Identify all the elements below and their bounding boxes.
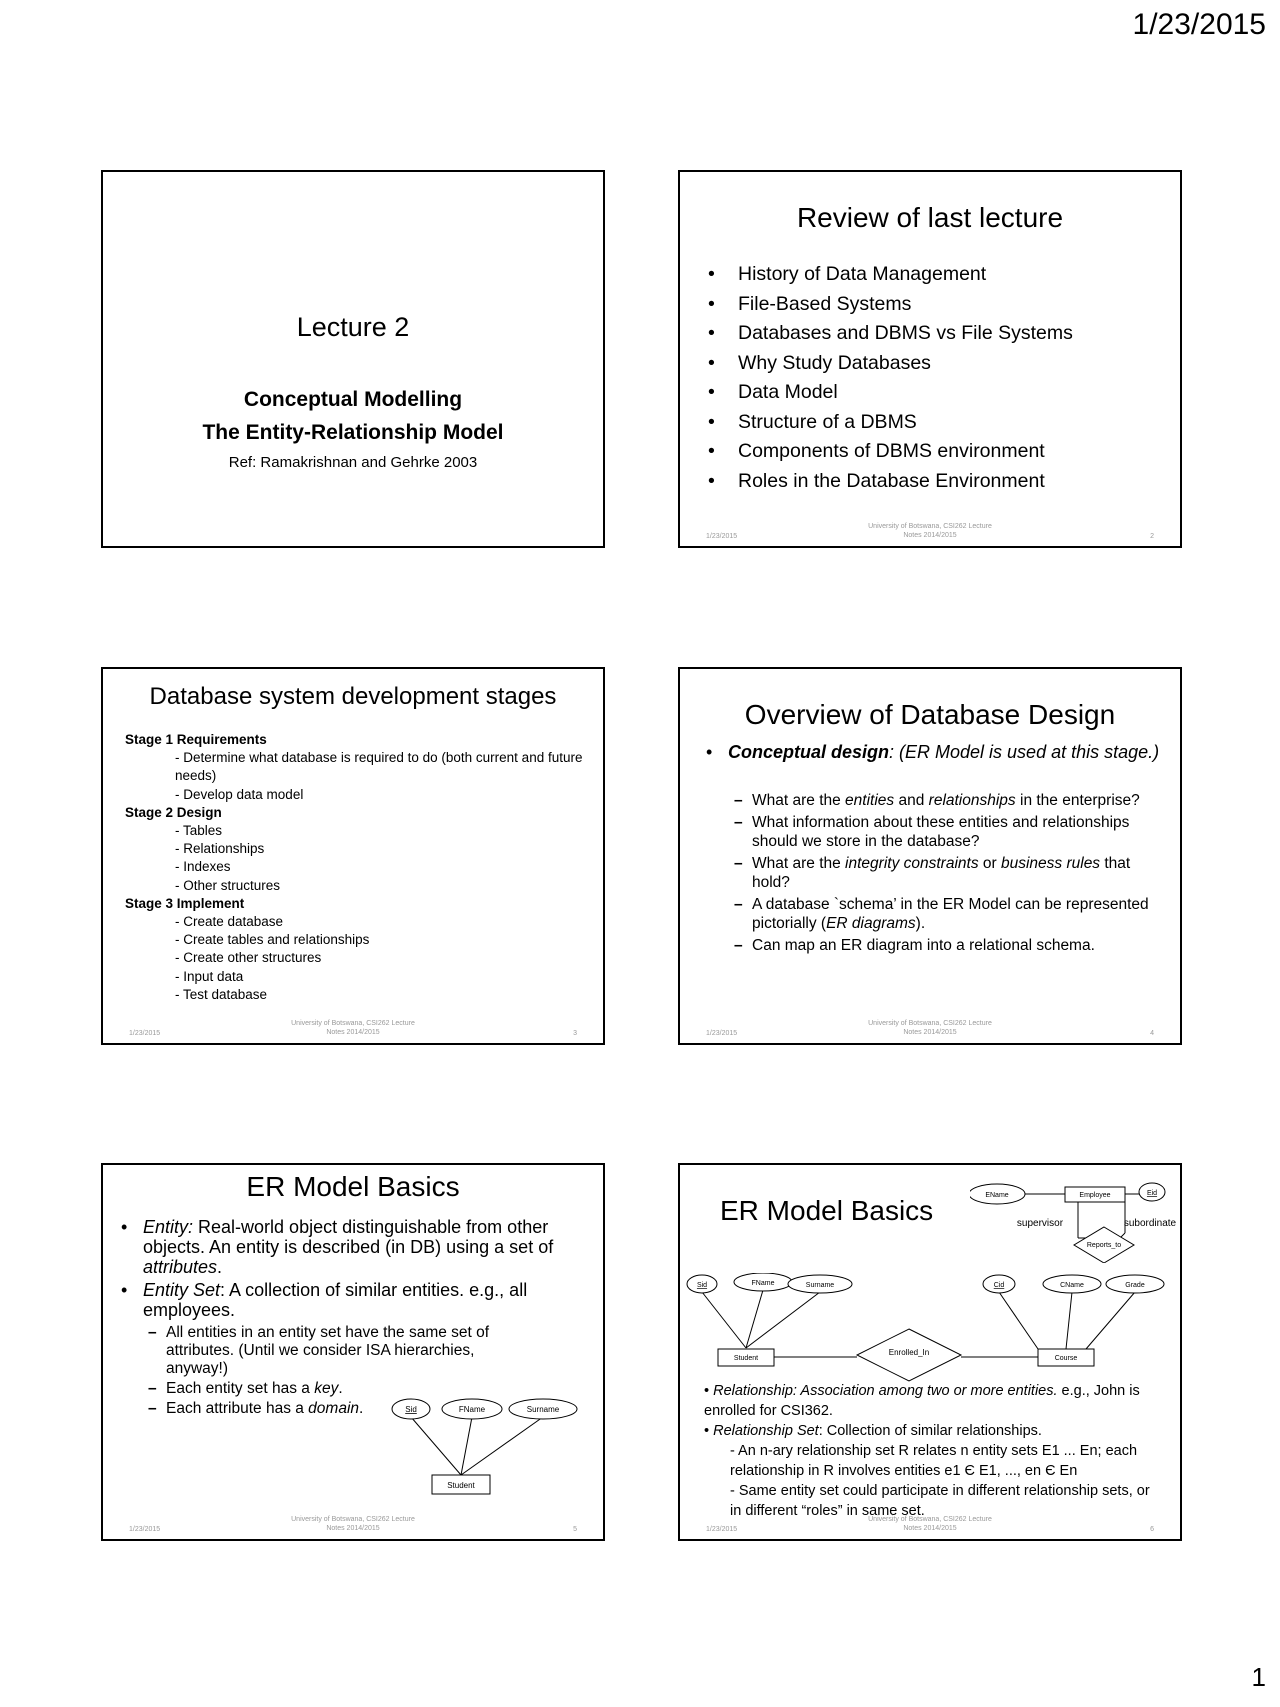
- list-item: - Determine what database is required to do (both current and future needs): [175, 750, 583, 784]
- bullet-list: [708, 260, 1073, 496]
- slide-number: 2: [1150, 533, 1154, 540]
- bullet: [702, 741, 1160, 763]
- slide-title: Lecture 2: [296, 312, 410, 342]
- connector-line: [1086, 1292, 1135, 1349]
- slide-body: [704, 1381, 1160, 1521]
- list-item: - Input data: [175, 968, 244, 984]
- list-item: – What are the entities and relationships in the enterprise?: [734, 791, 1160, 810]
- slide-title: ER Model Basics: [246, 1171, 460, 1202]
- role-label: subordinate: [1123, 1218, 1177, 1229]
- connector-line: [746, 1292, 820, 1348]
- slide-body: [125, 731, 583, 1004]
- list-item: • Components of DBMS environment: [708, 437, 1073, 467]
- attribute-label: Sid: [405, 1405, 417, 1414]
- slide-subtitle: The Entity-Relationship Model: [202, 421, 504, 444]
- footer-text: University of Botswana, CSI262 Lecture: [868, 1020, 992, 1027]
- relationship-label: Reports_to: [1086, 1242, 1122, 1249]
- er-diagram-reports-to: [970, 1173, 1180, 1263]
- bullet: • Entity Set: A collection of similar entities. e.g., all employees.: [121, 1280, 613, 1320]
- connector-line: [999, 1292, 1038, 1349]
- slide-title: ER Model Basics: [720, 1195, 934, 1226]
- connector-line: [702, 1292, 746, 1348]
- footer-text: University of Botswana, CSI262 Lecture: [291, 1516, 415, 1523]
- footer-text: Notes 2014/2015: [903, 1525, 957, 1532]
- slide-5: [101, 1163, 605, 1541]
- footer-date: 1/23/2015: [129, 1526, 161, 1533]
- paragraph: - An n-ary relationship set R relates n entity sets E1 ... En; each relationship in R involves entities e1 Є E1, ..., en Є En: [730, 1443, 1138, 1479]
- entity-label: Student: [733, 1355, 759, 1362]
- footer-text: Notes 2014/2015: [326, 1029, 380, 1036]
- slide-number: 4: [1150, 1030, 1154, 1037]
- list-item: • File-Based Systems: [708, 290, 1073, 320]
- connector-line: [461, 1417, 543, 1475]
- bullet: • Entity: Real-world object distinguishable from other objects. An entity is described (in DB) using a set of attributes.: [121, 1217, 613, 1277]
- list-item: - Indexes: [175, 859, 231, 875]
- footer-date: 1/23/2015: [706, 533, 738, 540]
- connector-line: [461, 1417, 472, 1475]
- paragraph: - Same entity set could participate in different relationship sets, or in different “roles” in same set.: [730, 1483, 1150, 1519]
- connector-line: [1066, 1292, 1072, 1349]
- footer-text: Notes 2014/2015: [903, 1029, 957, 1036]
- footer-date: 1/23/2015: [706, 1526, 738, 1533]
- footer-date: 1/23/2015: [129, 1030, 161, 1037]
- footer-text: Notes 2014/2015: [903, 532, 957, 539]
- footer-text: Notes 2014/2015: [326, 1525, 380, 1532]
- list-item: • Roles in the Database Environment: [708, 467, 1073, 497]
- attribute-label: Surname: [805, 1282, 835, 1289]
- slide-subtitle: Conceptual Modelling: [243, 388, 463, 411]
- stage-heading: Stage 3 Implement: [125, 895, 245, 911]
- slide-reference: Ref: Ramakrishnan and Gehrke 2003: [228, 454, 478, 471]
- list-item: - Other structures: [175, 877, 281, 893]
- slide-6: [678, 1163, 1182, 1541]
- page-header-date: 1/23/2015: [1132, 8, 1266, 41]
- list-item: - Test database: [175, 986, 268, 1002]
- list-item: • History of Data Management: [708, 260, 1073, 290]
- footer-text: University of Botswana, CSI262 Lecture: [868, 523, 992, 530]
- entity-label: Student: [447, 1481, 475, 1490]
- slide-title: Review of last lecture: [796, 202, 1064, 233]
- slide-3: [101, 667, 605, 1045]
- attribute-label: EName: [985, 1192, 1009, 1199]
- list-item: - Relationships: [175, 841, 265, 857]
- attribute-label: Grade: [1125, 1282, 1145, 1289]
- slide-2: [678, 170, 1182, 548]
- er-diagram: [373, 1397, 593, 1497]
- slide-title: Database system development stages: [149, 683, 557, 710]
- slide-1: [101, 170, 605, 548]
- sub-bullet-list: [734, 791, 1160, 958]
- attribute-label: FName: [751, 1280, 775, 1287]
- list-item: • Databases and DBMS vs File Systems: [708, 319, 1073, 349]
- list-item: • Data Model: [708, 378, 1073, 408]
- list-item: - Create database: [175, 914, 284, 930]
- attribute-label: Cid: [993, 1282, 1005, 1289]
- list-item: – A database `schema’ in the ER Model can be represented pictorially (ER diagrams).: [734, 895, 1160, 933]
- role-label: supervisor: [1016, 1218, 1064, 1229]
- attribute-label: Sid: [696, 1282, 708, 1289]
- footer-date: 1/23/2015: [706, 1030, 738, 1037]
- list-item: – What information about these entities and relationships should we store in the database?: [734, 813, 1160, 851]
- attribute-label: Eid: [1146, 1190, 1158, 1197]
- list-item: - Create other structures: [175, 950, 322, 966]
- stage-heading: Stage 1 Requirements: [125, 732, 267, 747]
- er-diagram-enrolled-in: [686, 1273, 1176, 1383]
- list-item: – What are the integrity constraints or business rules that hold?: [734, 854, 1160, 892]
- attribute-label: FName: [458, 1405, 486, 1414]
- list-item: – All entities in an entity set have the same set of attributes. (Until we consider ISA hierarchies, anyway!): [148, 1324, 508, 1378]
- entity-label: Course: [1054, 1355, 1078, 1362]
- slide-4: [678, 667, 1182, 1045]
- entity-label: Employee: [1079, 1192, 1111, 1199]
- paragraph: • Relationship: Association among two or more entities. e.g., John is enrolled for CSI362.: [704, 1383, 1140, 1419]
- page-number: 1: [1251, 1662, 1266, 1692]
- connector-line: [411, 1417, 461, 1475]
- slide-number: 3: [573, 1030, 577, 1037]
- relationship-label: Enrolled_In: [888, 1348, 930, 1357]
- bullet-text: : (ER Model is used at this stage.): [889, 742, 1160, 762]
- list-item: - Develop data model: [175, 786, 304, 802]
- footer-text: University of Botswana, CSI262 Lecture: [868, 1516, 992, 1523]
- list-item: • Why Study Databases: [708, 349, 1073, 379]
- attribute-label: CName: [1060, 1282, 1084, 1289]
- term: Conceptual design: [728, 742, 890, 762]
- list-item: – Can map an ER diagram into a relational schema.: [734, 936, 1160, 955]
- slide-number: 6: [1150, 1526, 1154, 1533]
- list-item: - Tables: [175, 823, 223, 839]
- slide-title: Overview of Database Design: [744, 699, 1116, 730]
- list-item: – Each entity set has a key.: [148, 1380, 508, 1398]
- list-item: – Each attribute has a domain.: [148, 1400, 508, 1418]
- list-item: - Create tables and relationships: [175, 932, 370, 948]
- slide-number: 5: [573, 1526, 577, 1533]
- stage-heading: Stage 2 Design: [125, 804, 222, 820]
- list-item: • Structure of a DBMS: [708, 408, 1073, 438]
- footer-text: University of Botswana, CSI262 Lecture: [291, 1020, 415, 1027]
- connector-line: [746, 1290, 763, 1348]
- paragraph: • Relationship Set: Collection of similar relationships.: [704, 1423, 1042, 1439]
- attribute-label: Surname: [526, 1405, 560, 1414]
